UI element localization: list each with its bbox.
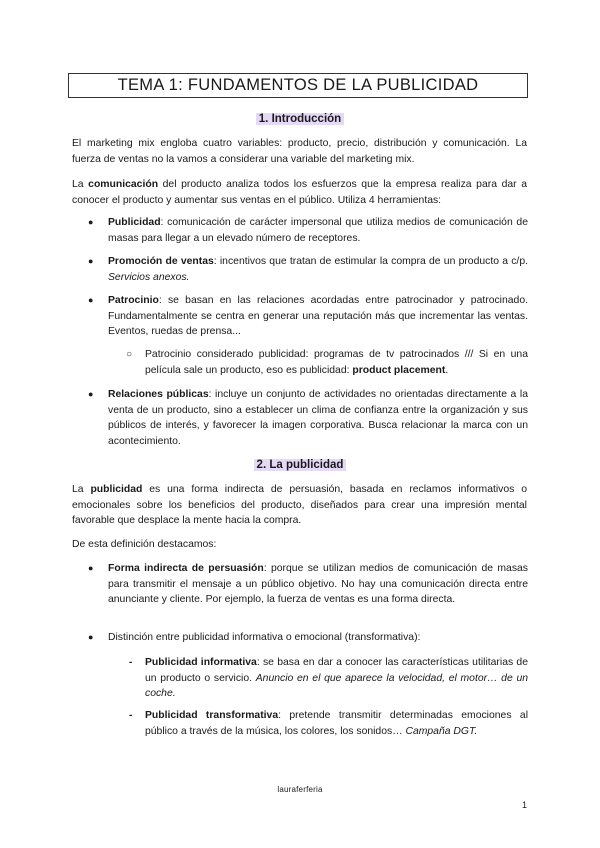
term-product-placement: product placement (352, 364, 446, 376)
term-forma-indirecta: Forma indirecta de persuasión (108, 563, 264, 574)
paragraph-marketing-mix: El marketing mix engloba cuatro variables: producto, precio, distribución y comunicación. La fuerza de ventas no la vamos a considerar una variable del marketing mix. (72, 138, 527, 165)
bullet-icon: ● (88, 217, 94, 227)
list-item-distincion: ● Distinción entre publicidad informativa o emocional (transformativa): (108, 630, 528, 646)
sub-item-publicidad-informativa: - Publicidad informativa: se basa en dar a conocer las características utilitarias de un producto o servicio. Anuncio en el que aparece la velocidad, el motor… de un coche. (129, 657, 528, 699)
term-relaciones-publicas: Relaciones públicas (108, 389, 209, 400)
section-heading-introduccion (0, 111, 600, 127)
page-number: 1 (522, 800, 528, 810)
term-comunicacion: comunicación (88, 179, 159, 190)
bullet-icon: ● (88, 632, 94, 642)
section-heading-text: 1. Introducción (256, 113, 344, 125)
bullet-icon: ● (88, 256, 94, 266)
paragraph-comunicacion: La comunicación del producto analiza todos los esfuerzos que la empresa realiza para dar a conocer el producto y aumentar sus ventas en el público. Utiliza 4 herramientas: (72, 179, 527, 206)
term-publicidad-informativa: Publicidad informativa (145, 657, 257, 668)
document-title: TEMA 1: FUNDAMENTOS DE LA PUBLICIDAD (68, 73, 528, 98)
list-item-promocion-ventas: ● Promoción de ventas: incentivos que tratan de estimular la compra de un producto a c/p. Servicios anexos. (88, 256, 528, 283)
list-item-forma-indirecta: ● Forma indirecta de persuasión: porque se utilizan medios de comunicación de masas para transmitir el mensaje a un público objetivo. No hay una comunicación directa entre anunciante y cliente. Por ejemplo, la fuerza de ventas es una forma directa. (88, 563, 528, 605)
term-patrocinio: Patrocinio (108, 295, 159, 306)
paragraph-definicion-publicidad: La publicidad es una forma indirecta de persuasión, basada en reclamos informativos o emocionales sobre los beneficios del producto, diseñados para crear una impresión mental favorable que desplace la mente hacia la compra. (72, 484, 527, 526)
list-item-publicidad: ● Publicidad: comunicación de carácter impersonal que utiliza medios de comunicación de masas para llegar a un elevado número de receptores. (88, 217, 528, 244)
term-publicidad-transformativa: Publicidad transformativa (145, 710, 279, 721)
circle-bullet-icon: ○ (126, 349, 133, 360)
dash-bullet-icon: - (129, 657, 133, 668)
bullet-icon: ● (88, 295, 94, 305)
footer-author: lauraferferia (277, 785, 323, 794)
bullet-icon: ● (88, 389, 94, 399)
bullet-icon: ● (88, 563, 94, 573)
paragraph-destacamos: De esta definición destacamos: (72, 539, 217, 550)
section-heading-publicidad (0, 457, 600, 473)
sub-item-publicidad-transformativa: - Publicidad transformativa: pretende transmitir determinadas emociones al público a través de la música, los colores, los sonidos… Campaña DGT. (129, 710, 529, 737)
list-item-patrocinio: ● Patrocinio: se basan en las relaciones acordadas entre patrocinador y patrocinado. Fundamentalmente se centra en generar una reputación más que incrementar las ventas. Eventos, ruedas de prensa... (88, 295, 528, 337)
term-publicidad: Publicidad (108, 217, 161, 228)
sub-item-patrocinio-publicidad: ○ Patrocinio considerado publicidad: programas de tv patrocinados /// Si en una película sale un producto, eso es publicidad: product placement. (126, 349, 528, 376)
term-publicidad-def: publicidad (90, 484, 143, 495)
term-promocion-ventas: Promoción de ventas (108, 256, 214, 267)
list-item-relaciones-publicas: ● Relaciones públicas: incluye un conjunto de actividades no orientadas directamente a la venta de un producto, sino a establecer un clima de confianza entre la organización y sus públicos de interés, y favorecer la imagen corporativa. Busca relacionar la marca con un acontecimiento. (88, 389, 528, 447)
dash-bullet-icon: - (129, 710, 133, 721)
section-heading-text: 2. La publicidad (254, 459, 347, 471)
